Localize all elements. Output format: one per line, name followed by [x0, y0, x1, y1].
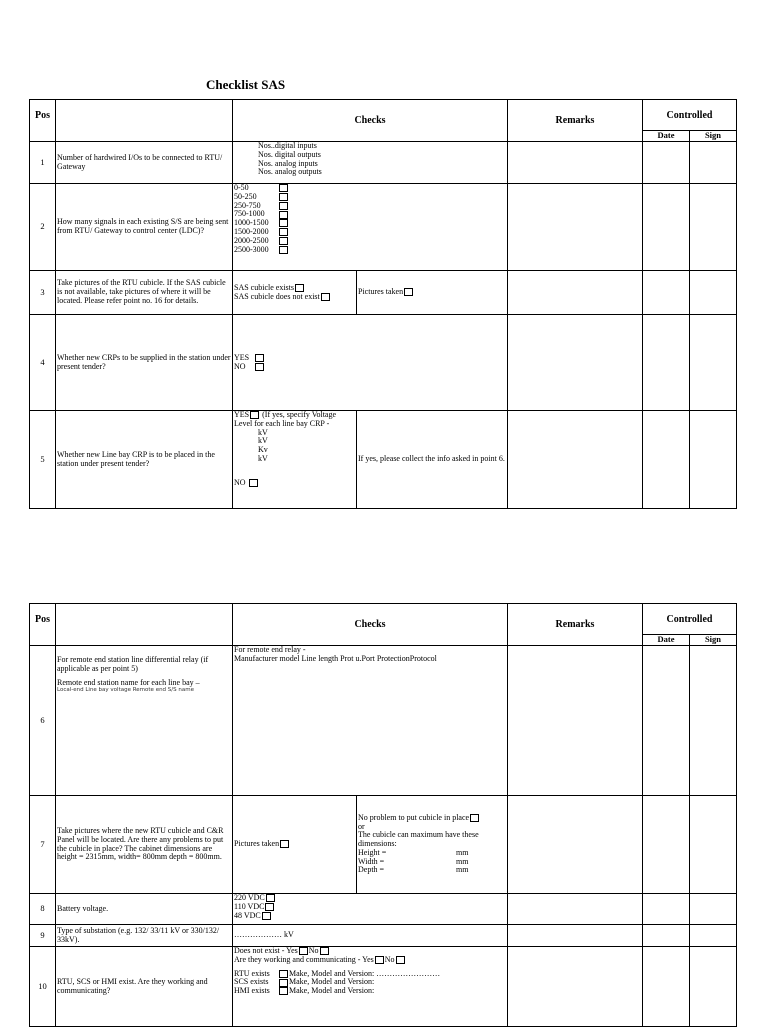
row-question: For remote end station line differential relay (if applicable as per point 5) Remote end station name for each line bay – Local-end Line bay voltage Remote end S/S name	[56, 646, 233, 796]
row-pos: 9	[30, 925, 56, 947]
row-checks-extra: If yes, please collect the info asked in point 6.	[357, 411, 508, 509]
checkbox[interactable]	[255, 363, 264, 371]
checkbox[interactable]	[321, 293, 330, 301]
checkbox[interactable]	[375, 956, 384, 964]
row-remarks[interactable]	[508, 947, 643, 1027]
checklist-table-1	[29, 99, 737, 509]
row-checks-extra: Pictures taken	[357, 271, 508, 315]
header-controlled: Controlled	[643, 100, 737, 131]
table-row	[30, 947, 737, 1027]
checkbox[interactable]	[262, 912, 271, 920]
row-remarks[interactable]	[508, 796, 643, 894]
row-checks: YES NO	[233, 315, 508, 411]
row-checks: YES (If yes, specify Voltage Level for each line bay CRP - kV kV Kv kV NO	[233, 411, 357, 509]
row-date[interactable]	[643, 925, 690, 947]
row-date[interactable]	[643, 184, 690, 271]
row-remarks[interactable]	[508, 142, 643, 184]
checkbox[interactable]	[279, 202, 288, 210]
header-checks: Checks	[233, 100, 508, 142]
row-sign[interactable]	[690, 271, 737, 315]
row-question: Type of substation (e.g. 132/ 33/11 kV or 330/132/ 33kV).	[56, 925, 233, 947]
table-row	[30, 411, 737, 509]
row-date[interactable]	[643, 411, 690, 509]
checkbox[interactable]	[396, 956, 405, 964]
checkbox[interactable]	[279, 246, 288, 254]
row-checks-extra: No problem to put cubicle in place or The cubicle can maximum have these dimensions: Height = mm Width = mm Depth = mm	[357, 796, 508, 894]
header-pos: Pos	[30, 604, 56, 646]
row-question: Take pictures of the RTU cubicle. If the SAS cubicle is not available, take pictures of where it will be located. Please refer point no. 16 for details.	[56, 271, 233, 315]
checkbox[interactable]	[279, 193, 288, 201]
row-question: Take pictures where the new RTU cubicle and C&R Panel will be located. Are there any problems to put the cubicle in place? The cabinet dimensions are height = 2315mm, width= 800mm depth = 800mm.	[56, 796, 233, 894]
header-date: Date	[643, 131, 690, 142]
row-sign[interactable]	[690, 411, 737, 509]
checkbox[interactable]	[265, 903, 274, 911]
row-checks: 220 VDC 110 VDC 48 VDC	[233, 894, 508, 925]
row-remarks[interactable]	[508, 315, 643, 411]
row-date[interactable]	[643, 947, 690, 1027]
row-checks: Pictures taken	[233, 796, 357, 894]
checkbox[interactable]	[249, 479, 258, 487]
checkbox[interactable]	[279, 970, 288, 978]
row-date[interactable]	[643, 894, 690, 925]
table-row	[30, 925, 737, 947]
row-pos: 5	[30, 411, 56, 509]
row-question: Battery voltage.	[56, 894, 233, 925]
header-controlled: Controlled	[643, 604, 737, 635]
row-checks: Does not exist - Yes No Are they working and communicating - Yes No RTU exists Make, Model and Version: …………………… SCS exists Make, Model and Version: HMI exists Make, Model and Version:	[233, 947, 508, 1027]
checkbox[interactable]	[279, 237, 288, 245]
row-date[interactable]	[643, 796, 690, 894]
table-row	[30, 184, 737, 271]
row-remarks[interactable]	[508, 646, 643, 796]
row-pos: 7	[30, 796, 56, 894]
row-checks: For remote end relay - Manufacturer model Line length Prot u.Port ProtectionProtocol	[233, 646, 508, 796]
checkbox[interactable]	[255, 354, 264, 362]
row-sign[interactable]	[690, 894, 737, 925]
checkbox[interactable]	[404, 288, 413, 296]
header-remarks: Remarks	[508, 604, 643, 646]
row-pos: 1	[30, 142, 56, 184]
table-row	[30, 315, 737, 411]
row-checks: 0-50 50-250 250-750 750-1000 1000-1500 1500-2000 2000-2500 2500-3000	[233, 184, 508, 271]
checkbox[interactable]	[279, 228, 288, 236]
row-checks: Nos..digital inputs Nos. digital outputs Nos. analog inputs Nos. analog outputs	[233, 142, 508, 184]
header-remarks: Remarks	[508, 100, 643, 142]
table-row	[30, 271, 737, 315]
row-pos: 2	[30, 184, 56, 271]
checkbox[interactable]	[280, 840, 289, 848]
row-remarks[interactable]	[508, 894, 643, 925]
checklist-table-2	[29, 603, 737, 1027]
row-sign[interactable]	[690, 796, 737, 894]
row-date[interactable]	[643, 271, 690, 315]
row-date[interactable]	[643, 646, 690, 796]
row-pos: 3	[30, 271, 56, 315]
row-checks: SAS cubicle exists SAS cubicle does not exist	[233, 271, 357, 315]
checkbox[interactable]	[279, 979, 288, 987]
row-date[interactable]	[643, 315, 690, 411]
checkbox[interactable]	[279, 211, 288, 219]
row-pos: 4	[30, 315, 56, 411]
table-row	[30, 646, 737, 796]
row-remarks[interactable]	[508, 271, 643, 315]
page-title: Checklist SAS	[206, 77, 286, 92]
row-sign[interactable]	[690, 646, 737, 796]
header-date: Date	[643, 635, 690, 646]
row-question: How many signals in each existing S/S are being sent from RTU/ Gateway to control center (LDC)?	[56, 184, 233, 271]
row-pos: 6	[30, 646, 56, 796]
header-sign: Sign	[690, 635, 737, 646]
table-row	[30, 894, 737, 925]
row-pos: 10	[30, 947, 56, 1027]
checkbox[interactable]	[470, 814, 479, 822]
row-question: Whether new CRPs to be supplied in the station under present tender?	[56, 315, 233, 411]
row-date[interactable]	[643, 142, 690, 184]
row-sign[interactable]	[690, 315, 737, 411]
row-question: Whether new Line bay CRP is to be placed in the station under present tender?	[56, 411, 233, 509]
header-checks: Checks	[233, 604, 508, 646]
row-question: RTU, SCS or HMI exist. Are they working and communicating?	[56, 947, 233, 1027]
header-pos: Pos	[30, 100, 56, 142]
header-sign: Sign	[690, 131, 737, 142]
row-question: Number of hardwired I/Os to be connected to RTU/ Gateway	[56, 142, 233, 184]
checkbox[interactable]	[279, 987, 288, 995]
checkbox[interactable]	[266, 894, 275, 902]
row-sign[interactable]	[690, 947, 737, 1027]
row-pos: 8	[30, 894, 56, 925]
checkbox[interactable]	[279, 184, 288, 192]
table-row	[30, 796, 737, 894]
row-remarks[interactable]	[508, 184, 643, 271]
checkbox[interactable]	[279, 219, 288, 227]
row-sign[interactable]	[690, 925, 737, 947]
row-sign[interactable]	[690, 142, 737, 184]
row-remarks[interactable]	[508, 925, 643, 947]
row-checks[interactable]: ……………… kV	[233, 925, 508, 947]
row-sign[interactable]	[690, 184, 737, 271]
table-row	[30, 142, 737, 184]
row-remarks[interactable]	[508, 411, 643, 509]
